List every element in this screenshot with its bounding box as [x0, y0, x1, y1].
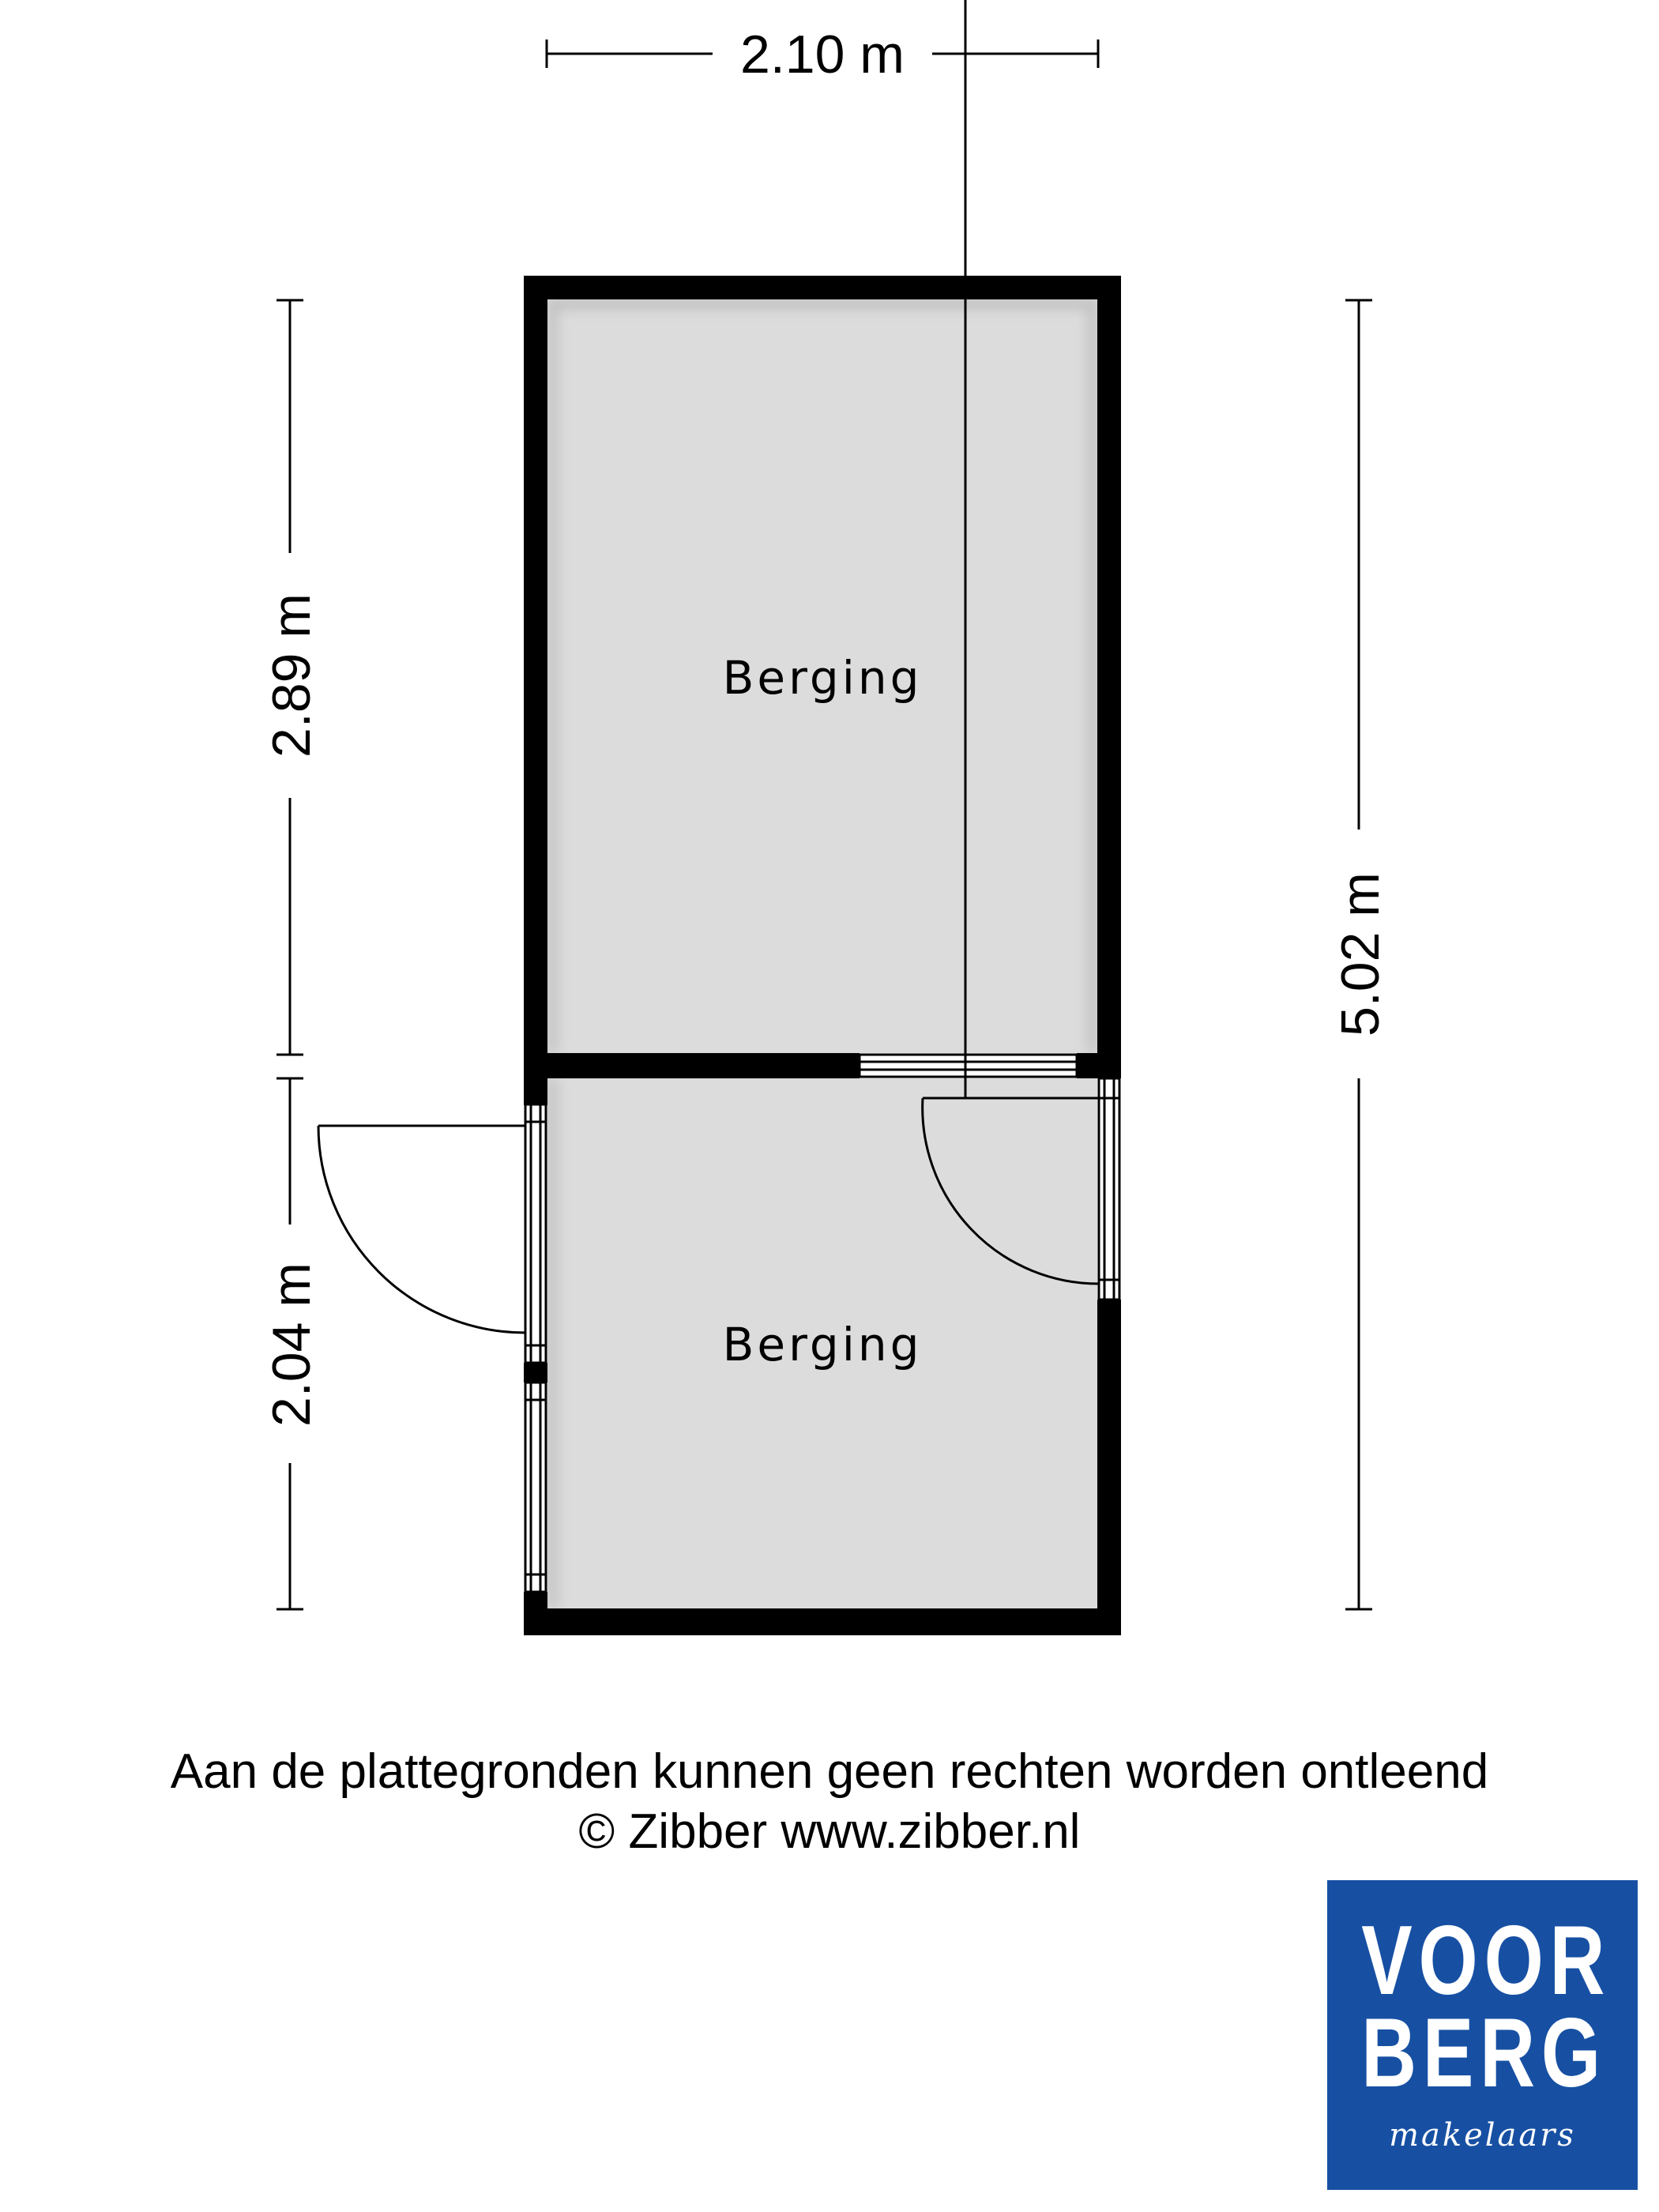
- dimension-bottom-room-label: 2.04 m: [261, 1262, 322, 1427]
- logo-line-1: VOOR: [1361, 1906, 1612, 2015]
- logo-line-2: BERG: [1361, 1999, 1607, 2108]
- dimension-top-room-label: 2.89 m: [261, 593, 322, 758]
- disclaimer-text: Aan de plattegronden kunnen geen rechten worden ontleend: [170, 1744, 1489, 1799]
- copyright-text: © Zibber www.zibber.nl: [578, 1804, 1081, 1859]
- window-left-lower: [525, 1382, 546, 1592]
- dimension-width-label: 2.10 m: [740, 24, 905, 85]
- room-top-label: Berging: [722, 651, 923, 705]
- dimension-total-height: [1330, 300, 1390, 1609]
- brand-logo: [1327, 1880, 1638, 2190]
- dimension-top-room-height: [261, 300, 322, 1055]
- interior-opening: [860, 1055, 1077, 1077]
- room-bottom-label: Berging: [722, 1318, 923, 1371]
- window-left-upper: [525, 1104, 546, 1363]
- logo-subtitle: makelaars: [1389, 2117, 1576, 2154]
- dimension-total-height-label: 5.02 m: [1330, 872, 1390, 1036]
- window-right: [1099, 1078, 1119, 1300]
- dimension-bottom-room-height: [261, 1078, 322, 1609]
- door-swing-left: [318, 1126, 525, 1333]
- dimension-width: [547, 24, 1098, 85]
